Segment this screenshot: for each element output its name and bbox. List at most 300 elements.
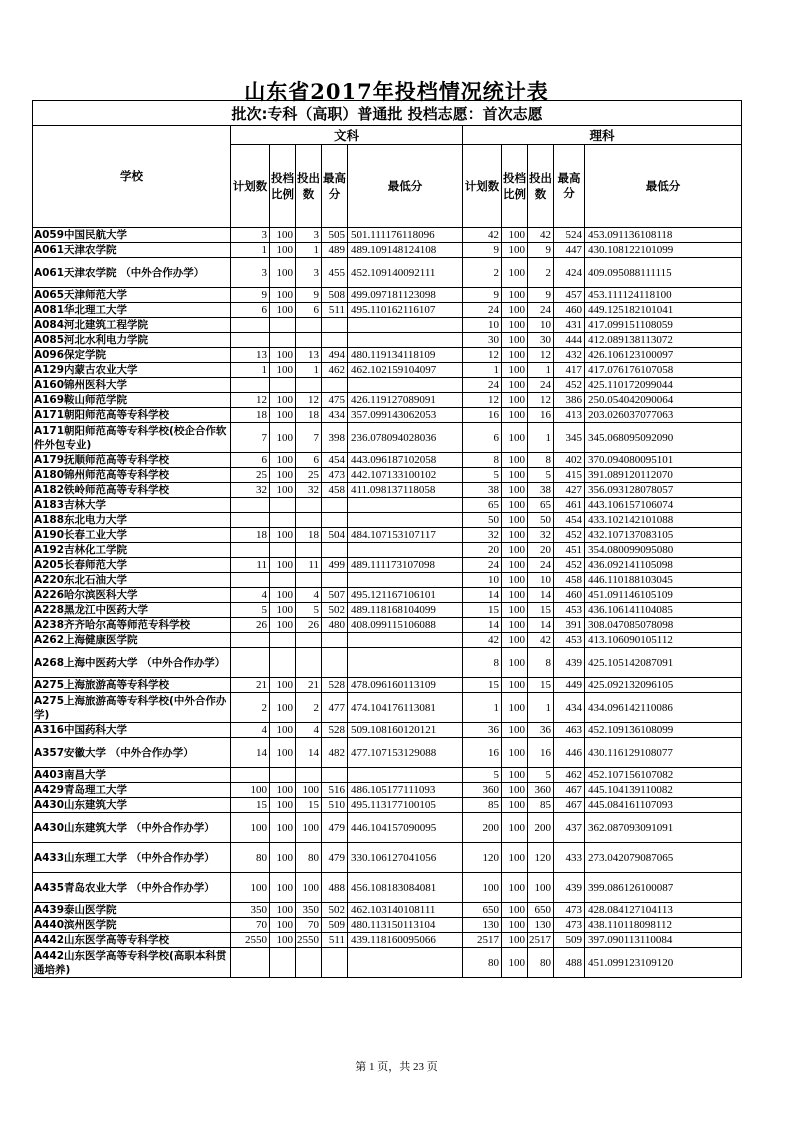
- wen-ratio-cell: [270, 498, 296, 513]
- li-plan-cell: 2: [463, 258, 502, 288]
- li-min-cell: 417.076176107058: [585, 363, 742, 378]
- wen-plan-cell: 3: [231, 258, 270, 288]
- li-max-cell: 451: [554, 543, 585, 558]
- li-plan-cell: 20: [463, 543, 502, 558]
- wen-out-cell: 7: [296, 423, 322, 453]
- table-row: [33, 633, 742, 648]
- wen-ratio-cell: 100: [270, 303, 296, 318]
- school-name: A403南昌大学: [33, 768, 231, 783]
- li-out-cell: 2517: [528, 933, 554, 948]
- li-ratio-cell: 100: [502, 378, 528, 393]
- li-plan-cell: 32: [463, 528, 502, 543]
- table-row: [33, 543, 742, 558]
- wen-out-cell: 1: [296, 243, 322, 258]
- li-out-cell: 10: [528, 318, 554, 333]
- li-ratio-cell: 100: [502, 678, 528, 693]
- li-ratio-cell: 100: [502, 933, 528, 948]
- wen-ratio-cell: 100: [270, 228, 296, 243]
- wen-out-cell: 100: [296, 873, 322, 903]
- li-out-cell: 16: [528, 738, 554, 768]
- li-plan-cell: 10: [463, 573, 502, 588]
- school-name: A205长春师范大学: [33, 558, 231, 573]
- wen-max-cell: 505: [322, 228, 348, 243]
- wen-min-cell: [348, 498, 463, 513]
- school-name: A190长春工业大学: [33, 528, 231, 543]
- wen-max-cell: [322, 648, 348, 678]
- wen-min-header: 最低分: [348, 145, 463, 228]
- table-row: [33, 723, 742, 738]
- wen-plan-cell: 5: [231, 603, 270, 618]
- wen-min-cell: [348, 573, 463, 588]
- li-min-cell: 362.087093091091: [585, 813, 742, 843]
- li-min-cell: 452.107156107082: [585, 768, 742, 783]
- li-min-cell: 449.125182101041: [585, 303, 742, 318]
- wen-out-cell: 80: [296, 843, 322, 873]
- wen-plan-cell: [231, 378, 270, 393]
- table-row: [33, 918, 742, 933]
- wen-min-cell: 495.113177100105: [348, 798, 463, 813]
- wen-ratio-cell: 100: [270, 738, 296, 768]
- wen-min-cell: 330.106127041056: [348, 843, 463, 873]
- wen-max-cell: [322, 948, 348, 978]
- li-plan-cell: 5: [463, 468, 502, 483]
- li-min-cell: 417.099151108059: [585, 318, 742, 333]
- wen-out-cell: 18: [296, 408, 322, 423]
- wen-min-cell: 456.108183084081: [348, 873, 463, 903]
- li-ratio-cell: 100: [502, 393, 528, 408]
- school-name: A440滨州医学院: [33, 918, 231, 933]
- li-max-cell: 434: [554, 693, 585, 723]
- li-ratio-cell: 100: [502, 363, 528, 378]
- wen-ratio-cell: 100: [270, 483, 296, 498]
- wen-ratio-cell: 100: [270, 843, 296, 873]
- wen-out-cell: 21: [296, 678, 322, 693]
- li-max-cell: 431: [554, 318, 585, 333]
- wen-max-cell: 455: [322, 258, 348, 288]
- li-max-cell: 488: [554, 948, 585, 978]
- li-plan-cell: 42: [463, 228, 502, 243]
- school-name: A316中国药科大学: [33, 723, 231, 738]
- wen-max-cell: 511: [322, 933, 348, 948]
- li-min-cell: 354.080099095080: [585, 543, 742, 558]
- wen-max-cell: 473: [322, 468, 348, 483]
- li-out-cell: 16: [528, 408, 554, 423]
- li-max-cell: 446: [554, 738, 585, 768]
- li-max-cell: 345: [554, 423, 585, 453]
- li-out-cell: 42: [528, 633, 554, 648]
- li-plan-cell: 650: [463, 903, 502, 918]
- li-out-cell: 2: [528, 258, 554, 288]
- wen-max-cell: [322, 333, 348, 348]
- li-out-cell: 15: [528, 603, 554, 618]
- li-ratio-cell: 100: [502, 333, 528, 348]
- li-out-cell: 24: [528, 303, 554, 318]
- li-min-cell: 413.106090105112: [585, 633, 742, 648]
- wen-ratio-cell: 100: [270, 348, 296, 363]
- wen-min-cell: 408.099115106088: [348, 618, 463, 633]
- wen-ratio-cell: 100: [270, 813, 296, 843]
- li-plan-cell: 6: [463, 423, 502, 453]
- wen-plan-cell: 13: [231, 348, 270, 363]
- wen-ratio-cell: [270, 318, 296, 333]
- li-plan-cell: 2517: [463, 933, 502, 948]
- table-row: [33, 678, 742, 693]
- wen-max-cell: 528: [322, 723, 348, 738]
- li-min-cell: 425.105142087091: [585, 648, 742, 678]
- li-out-cell: 130: [528, 918, 554, 933]
- wen-out-cell: 13: [296, 348, 322, 363]
- table-row: [33, 933, 742, 948]
- table-row: [33, 318, 742, 333]
- li-max-cell: 453: [554, 633, 585, 648]
- li-plan-cell: 1: [463, 363, 502, 378]
- wen-min-cell: 236.078094028036: [348, 423, 463, 453]
- li-ratio-cell: 100: [502, 738, 528, 768]
- li-ratio-cell: 100: [502, 618, 528, 633]
- school-name: A160锦州医科大学: [33, 378, 231, 393]
- wen-plan-cell: [231, 498, 270, 513]
- wen-plan-cell: 15: [231, 798, 270, 813]
- wen-out-cell: 4: [296, 588, 322, 603]
- wen-plan-cell: 1: [231, 363, 270, 378]
- li-out-cell: 5: [528, 468, 554, 483]
- li-ratio-cell: 100: [502, 498, 528, 513]
- wen-plan-cell: 100: [231, 813, 270, 843]
- li-plan-cell: 50: [463, 513, 502, 528]
- li-plan-cell: 9: [463, 288, 502, 303]
- wen-plan-cell: 2550: [231, 933, 270, 948]
- li-min-cell: 432.107137083105: [585, 528, 742, 543]
- wen-out-cell: 2: [296, 693, 322, 723]
- wen-max-cell: 509: [322, 918, 348, 933]
- wen-ratio-cell: 100: [270, 423, 296, 453]
- li-min-cell: 425.092132096105: [585, 678, 742, 693]
- li-out-cell: 14: [528, 588, 554, 603]
- li-min-cell: 445.104139110082: [585, 783, 742, 798]
- wen-ratio-cell: 100: [270, 258, 296, 288]
- li-ratio-header: 投档比例: [502, 145, 528, 228]
- wen-out-cell: [296, 543, 322, 558]
- wen-max-cell: 489: [322, 243, 348, 258]
- school-name: A275上海旅游高等专科学校(中外合作办学): [33, 693, 231, 723]
- wen-min-cell: [348, 333, 463, 348]
- li-out-cell: 100: [528, 873, 554, 903]
- li-plan-cell: 130: [463, 918, 502, 933]
- li-plan-cell: 24: [463, 558, 502, 573]
- li-plan-cell: 15: [463, 678, 502, 693]
- school-name: A442山东医学高等专科学校: [33, 933, 231, 948]
- li-min-cell: 451.099123109120: [585, 948, 742, 978]
- table-row: [33, 453, 742, 468]
- li-min-cell: 425.110172099044: [585, 378, 742, 393]
- table-row: [33, 483, 742, 498]
- school-name: A171朝阳师范高等专科学校(校企合作软件外包专业): [33, 423, 231, 453]
- li-ratio-cell: 100: [502, 348, 528, 363]
- table-row: [33, 498, 742, 513]
- wen-ratio-cell: [270, 333, 296, 348]
- li-ratio-cell: 100: [502, 303, 528, 318]
- table-row: [33, 303, 742, 318]
- table-row: [33, 843, 742, 873]
- wen-plan-cell: [231, 573, 270, 588]
- wen-out-cell: 11: [296, 558, 322, 573]
- table-row: [33, 798, 742, 813]
- wen-max-cell: 479: [322, 813, 348, 843]
- wen-min-cell: [348, 378, 463, 393]
- school-name: A238齐齐哈尔高等师范专科学校: [33, 618, 231, 633]
- li-ratio-cell: 100: [502, 633, 528, 648]
- li-min-cell: 356.093128078057: [585, 483, 742, 498]
- wen-max-cell: 434: [322, 408, 348, 423]
- li-plan-cell: 14: [463, 588, 502, 603]
- li-out-cell: 360: [528, 783, 554, 798]
- wen-max-cell: 475: [322, 393, 348, 408]
- li-out-cell: 12: [528, 393, 554, 408]
- li-max-cell: 460: [554, 303, 585, 318]
- wen-min-cell: 442.107133100102: [348, 468, 463, 483]
- school-name: A129内蒙古农业大学: [33, 363, 231, 378]
- wen-ratio-cell: 100: [270, 783, 296, 798]
- table-row: [33, 378, 742, 393]
- wen-min-cell: 495.110162116107: [348, 303, 463, 318]
- li-plan-cell: 9: [463, 243, 502, 258]
- wen-ratio-cell: 100: [270, 903, 296, 918]
- wen-max-cell: 508: [322, 288, 348, 303]
- wen-out-cell: [296, 768, 322, 783]
- li-group-header: 理科: [463, 126, 742, 145]
- li-max-cell: 386: [554, 393, 585, 408]
- table-body: [33, 228, 742, 978]
- wen-out-cell: 70: [296, 918, 322, 933]
- table-row: [33, 258, 742, 288]
- li-max-cell: 473: [554, 903, 585, 918]
- li-out-cell: 650: [528, 903, 554, 918]
- li-plan-cell: 24: [463, 303, 502, 318]
- li-plan-cell: 15: [463, 603, 502, 618]
- li-ratio-cell: 100: [502, 423, 528, 453]
- li-ratio-cell: 100: [502, 693, 528, 723]
- wen-ratio-cell: 100: [270, 408, 296, 423]
- school-name: A065天津师范大学: [33, 288, 231, 303]
- wen-ratio-cell: 100: [270, 678, 296, 693]
- school-name: A226哈尔滨医科大学: [33, 588, 231, 603]
- wen-plan-cell: 4: [231, 588, 270, 603]
- li-max-cell: 439: [554, 648, 585, 678]
- li-plan-cell: 30: [463, 333, 502, 348]
- li-out-cell: 32: [528, 528, 554, 543]
- wen-plan-cell: 7: [231, 423, 270, 453]
- wen-ratio-cell: [270, 378, 296, 393]
- wen-min-cell: [348, 633, 463, 648]
- wen-min-cell: 509.108160120121: [348, 723, 463, 738]
- school-name: A171朝阳师范高等专科学校: [33, 408, 231, 423]
- li-plan-cell: 120: [463, 843, 502, 873]
- wen-min-cell: [348, 543, 463, 558]
- li-plan-cell: 5: [463, 768, 502, 783]
- wen-min-cell: 462.102159104097: [348, 363, 463, 378]
- wen-ratio-cell: [270, 648, 296, 678]
- wen-ratio-cell: [270, 633, 296, 648]
- school-name: A192吉林化工学院: [33, 543, 231, 558]
- li-out-cell: 5: [528, 768, 554, 783]
- li-ratio-cell: 100: [502, 243, 528, 258]
- wen-plan-cell: 14: [231, 738, 270, 768]
- wen-max-cell: [322, 378, 348, 393]
- table-row: [33, 408, 742, 423]
- school-name: A179抚顺师范高等专科学校: [33, 453, 231, 468]
- wen-max-cell: 480: [322, 618, 348, 633]
- wen-min-cell: 484.107153107117: [348, 528, 463, 543]
- wen-ratio-cell: 100: [270, 453, 296, 468]
- li-min-cell: 399.086126100087: [585, 873, 742, 903]
- wen-min-cell: [348, 648, 463, 678]
- wen-min-cell: [348, 318, 463, 333]
- li-out-cell: 14: [528, 618, 554, 633]
- wen-ratio-cell: 100: [270, 558, 296, 573]
- li-ratio-cell: 100: [502, 258, 528, 288]
- wen-plan-cell: 11: [231, 558, 270, 573]
- li-out-cell: 80: [528, 948, 554, 978]
- li-out-cell: 15: [528, 678, 554, 693]
- wen-ratio-cell: [270, 768, 296, 783]
- li-out-cell: 1: [528, 693, 554, 723]
- wen-plan-cell: 3: [231, 228, 270, 243]
- wen-min-cell: 443.096187102058: [348, 453, 463, 468]
- li-plan-cell: 8: [463, 648, 502, 678]
- li-max-cell: 524: [554, 228, 585, 243]
- wen-ratio-cell: 100: [270, 798, 296, 813]
- wen-ratio-cell: 100: [270, 528, 296, 543]
- school-name: A433山东理工大学 （中外合作办学）: [33, 843, 231, 873]
- li-max-cell: 449: [554, 678, 585, 693]
- li-plan-cell: 24: [463, 378, 502, 393]
- li-max-cell: 433: [554, 843, 585, 873]
- table-row: [33, 228, 742, 243]
- li-min-cell: 430.116129108077: [585, 738, 742, 768]
- li-ratio-cell: 100: [502, 318, 528, 333]
- li-plan-cell: 8: [463, 453, 502, 468]
- wen-plan-cell: 4: [231, 723, 270, 738]
- li-out-header: 投出数: [528, 145, 554, 228]
- wen-max-cell: 477: [322, 693, 348, 723]
- wen-plan-cell: [231, 513, 270, 528]
- table-row: [33, 873, 742, 903]
- li-ratio-cell: 100: [502, 543, 528, 558]
- li-max-cell: 427: [554, 483, 585, 498]
- wen-out-cell: [296, 573, 322, 588]
- li-out-cell: 24: [528, 558, 554, 573]
- li-min-cell: 453.091136108118: [585, 228, 742, 243]
- admission-table: [32, 100, 742, 978]
- li-min-cell: 453.111124118100: [585, 288, 742, 303]
- wen-max-cell: 510: [322, 798, 348, 813]
- li-max-cell: 454: [554, 513, 585, 528]
- li-min-cell: 412.089138113072: [585, 333, 742, 348]
- wen-plan-cell: 9: [231, 288, 270, 303]
- table-row: [33, 603, 742, 618]
- wen-out-cell: 18: [296, 528, 322, 543]
- li-ratio-cell: 100: [502, 468, 528, 483]
- wen-min-cell: 478.096160113109: [348, 678, 463, 693]
- table-row: [33, 243, 742, 258]
- li-plan-cell: 42: [463, 633, 502, 648]
- li-out-cell: 12: [528, 348, 554, 363]
- wen-max-cell: [322, 498, 348, 513]
- li-out-cell: 1: [528, 423, 554, 453]
- li-max-cell: 463: [554, 723, 585, 738]
- school-header: 学校: [33, 126, 231, 228]
- li-min-cell: 426.106123100097: [585, 348, 742, 363]
- li-ratio-cell: 100: [502, 768, 528, 783]
- wen-ratio-cell: 100: [270, 363, 296, 378]
- table-row: [33, 588, 742, 603]
- li-out-cell: 200: [528, 813, 554, 843]
- wen-out-cell: 3: [296, 228, 322, 243]
- li-out-cell: 1: [528, 363, 554, 378]
- table-row: [33, 573, 742, 588]
- li-max-cell: 453: [554, 603, 585, 618]
- li-max-cell: 432: [554, 348, 585, 363]
- li-out-cell: 20: [528, 543, 554, 558]
- li-min-cell: 430.108122101099: [585, 243, 742, 258]
- wen-out-cell: 25: [296, 468, 322, 483]
- li-out-cell: 42: [528, 228, 554, 243]
- wen-ratio-cell: [270, 513, 296, 528]
- wen-ratio-cell: 100: [270, 288, 296, 303]
- wen-min-cell: 489.109148124108: [348, 243, 463, 258]
- wen-out-cell: [296, 318, 322, 333]
- school-name: A430山东建筑大学 （中外合作办学）: [33, 813, 231, 843]
- li-min-cell: 443.106157106074: [585, 498, 742, 513]
- wen-out-cell: 4: [296, 723, 322, 738]
- wen-min-cell: [348, 768, 463, 783]
- wen-max-cell: 488: [322, 873, 348, 903]
- wen-plan-cell: 6: [231, 303, 270, 318]
- school-name: A169鞍山师范学院: [33, 393, 231, 408]
- wen-out-cell: [296, 633, 322, 648]
- wen-plan-cell: 70: [231, 918, 270, 933]
- li-out-cell: 24: [528, 378, 554, 393]
- li-min-cell: 428.084127104113: [585, 903, 742, 918]
- wen-plan-cell: [231, 948, 270, 978]
- li-min-cell: 409.095088111115: [585, 258, 742, 288]
- school-name: A268上海中医药大学 （中外合作办学）: [33, 648, 231, 678]
- school-name: A096保定学院: [33, 348, 231, 363]
- table-row: [33, 813, 742, 843]
- wen-max-cell: 504: [322, 528, 348, 543]
- li-max-cell: 444: [554, 333, 585, 348]
- wen-ratio-cell: 100: [270, 588, 296, 603]
- school-name: A228黑龙江中医药大学: [33, 603, 231, 618]
- wen-plan-cell: 100: [231, 783, 270, 798]
- wen-out-cell: 3: [296, 258, 322, 288]
- li-max-header: 最高分: [554, 145, 585, 228]
- wen-plan-cell: 12: [231, 393, 270, 408]
- wen-min-cell: 480.119134118109: [348, 348, 463, 363]
- li-ratio-cell: 100: [502, 723, 528, 738]
- table-row: [33, 333, 742, 348]
- wen-plan-cell: 1: [231, 243, 270, 258]
- li-out-cell: 8: [528, 453, 554, 468]
- wen-ratio-cell: 100: [270, 933, 296, 948]
- li-plan-cell: 360: [463, 783, 502, 798]
- li-ratio-cell: 100: [502, 528, 528, 543]
- li-ratio-cell: 100: [502, 813, 528, 843]
- wen-min-cell: 446.104157090095: [348, 813, 463, 843]
- wen-plan-cell: 100: [231, 873, 270, 903]
- wen-out-cell: [296, 948, 322, 978]
- wen-out-cell: 12: [296, 393, 322, 408]
